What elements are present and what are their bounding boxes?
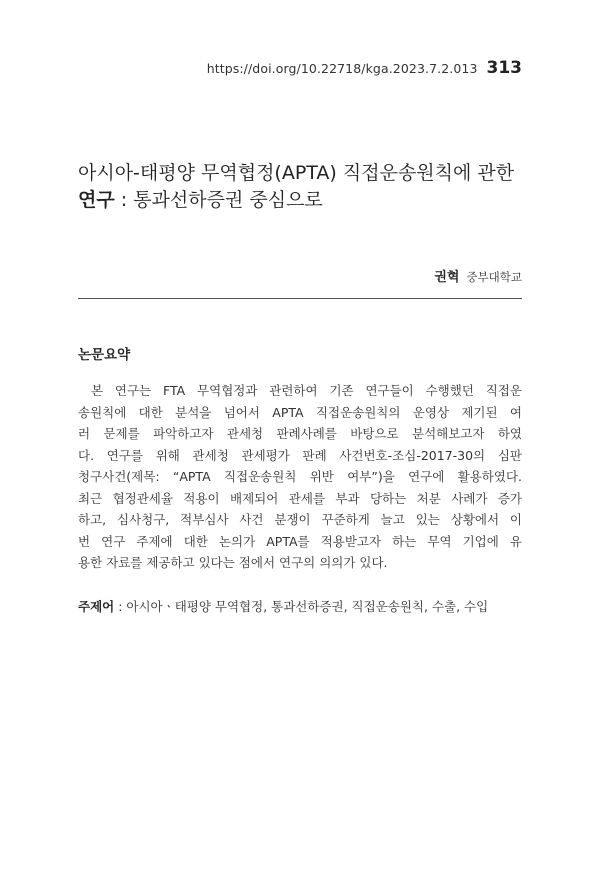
keywords (78, 597, 538, 615)
running-header (207, 58, 522, 78)
title-line-2-bold: 연구 (78, 189, 115, 211)
abstract-line: 다. 연구를 위해 관세청 관세평가 판례 사건번호-조심-2017-30의 심판 (78, 447, 522, 463)
abstract-line: 청구사건(제목: “APTA 직접운송원칙 위반 여부”)을 연구에 활용하였다. (78, 469, 522, 484)
title-divider (78, 298, 522, 299)
keywords-text: 아시아ㆍ태평양 무역협정, 통과선하증권, 직접운송원칙, 수출, 수입 (126, 599, 489, 614)
abstract-line: 번 연구 주제에 대한 논의가 APTA를 적용받고자 하는 무역 기업에 유 (78, 533, 522, 549)
author-affiliation: 중부대학교 (466, 270, 522, 284)
abstract-line: 송원칙에 대한 분석을 넘어서 APTA 직접운송원칙의 운영상 제기된 여 (78, 404, 522, 420)
abstract-line: 하고, 심사청구, 적부심사 사건 분쟁이 꾸준하게 늘고 있는 상황에서 이 (78, 512, 522, 527)
page-number: 313 (486, 58, 522, 78)
abstract-line: 용한 자료를 제공하고 있다는 점에서 연구의 의의가 있다. (78, 555, 388, 570)
abstract-line: 본 연구는 FTA 무역협정과 관련하여 기존 연구들이 수행했던 직접운 (91, 383, 522, 398)
abstract-line: 최근 협정관세율 적용이 배제되어 관세를 부과 당하는 처분 사례가 증가 (78, 490, 522, 506)
title-line-2 (78, 187, 528, 214)
keywords-label: 주제어 (78, 599, 115, 614)
title-line-1: 아시아-태평양 무역협정(APTA) 직접운송원칙에 관한 (78, 162, 515, 184)
abstract-line: 러 문제를 파악하고자 관세청 판례사례를 바탕으로 분석해보고자 하였 (78, 426, 522, 441)
abstract-body (78, 380, 522, 574)
doi-link[interactable]: https://doi.org/10.22718/kga.2023.7.2.013 (206, 61, 478, 76)
keywords-separator: : (114, 599, 127, 614)
abstract-heading: 논문요약 (78, 347, 131, 363)
title-subtitle: : 통과선하증권 중심으로 (114, 189, 323, 211)
author-block (434, 266, 522, 285)
author-name: 권혁 (434, 270, 460, 285)
paper-title (78, 160, 528, 214)
